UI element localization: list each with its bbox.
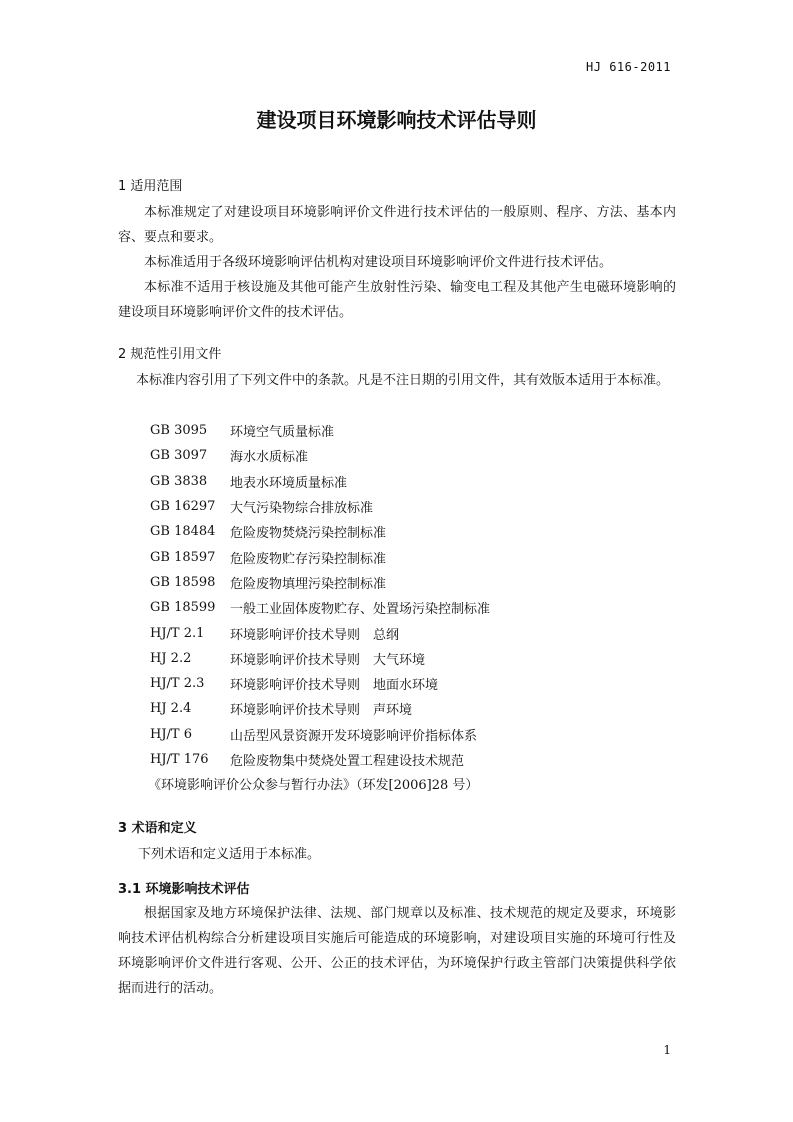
- reference-item: [150, 570, 490, 595]
- section-1-paragraph: 本标准规定了对建设项目环境影响评价文件进行技术评估的一般原则、程序、方法、基本内容、要点和要求。: [118, 205, 676, 245]
- reference-name: 海水水质标准: [230, 450, 309, 466]
- reference-name: 危险废物贮存污染控制标准: [230, 551, 387, 567]
- reference-code: GB 18599: [150, 600, 216, 616]
- reference-item: [150, 646, 490, 671]
- reference-item: [150, 519, 490, 544]
- document-title: 建设项目环境影响技术评估导则: [256, 108, 537, 132]
- reference-code: GB 3095: [150, 423, 208, 439]
- reference-item: [150, 747, 490, 772]
- reference-item: [150, 696, 490, 721]
- reference-list: [150, 418, 490, 772]
- reference-name: 环境影响评价技术导则 大气环境: [230, 652, 426, 668]
- reference-item: [150, 722, 490, 747]
- standard-code: HJ 616-2011: [586, 60, 671, 74]
- reference-code: HJ/T 2.1: [150, 625, 205, 641]
- reference-code: GB 16297: [150, 499, 216, 515]
- reference-item-notice: 《环境影响评价公众参与暂行办法》（环发[2006]28 号）: [148, 778, 479, 793]
- reference-code: GB 18598: [150, 574, 216, 590]
- reference-code: HJ/T 2.3: [150, 676, 205, 692]
- reference-code: GB 18484: [150, 524, 216, 540]
- reference-item: [150, 595, 490, 620]
- reference-item: [150, 469, 490, 494]
- reference-code: HJ/T 176: [150, 752, 209, 767]
- reference-name: 环境影响评价技术导则 总纲: [230, 627, 400, 643]
- reference-name: 危险废物焚烧污染控制标准: [230, 526, 387, 542]
- section-3-1-heading: 3.1 环境影响技术评估: [118, 882, 250, 897]
- reference-code: HJ 2.2: [150, 650, 192, 666]
- reference-name: 地表水环境质量标准: [230, 475, 348, 491]
- section-3-heading: 3 术语和定义: [118, 821, 197, 836]
- reference-name: 环境空气质量标准: [230, 425, 335, 441]
- reference-name: 危险废物填埋污染控制标准: [230, 576, 387, 592]
- reference-name: 大气污染物综合排放标准: [230, 501, 374, 517]
- reference-item: [150, 494, 490, 519]
- reference-name: 环境影响评价技术导则 地面水环境: [230, 678, 439, 694]
- reference-code: HJ/T 6: [150, 726, 193, 742]
- section-3-intro: 下列术语和定义适用于本标准。: [138, 847, 321, 862]
- section-2-intro: 本标准内容引用了下列文件中的条款。凡是不注日期的引用文件，其有效版本适用于本标准。: [136, 373, 670, 388]
- reference-name: 山岳型风景资源开发环境影响评价指标体系: [230, 728, 478, 744]
- reference-name: 危险废物集中焚烧处置工程建设技术规范: [230, 754, 465, 769]
- reference-item: [150, 418, 490, 443]
- reference-item: [150, 443, 490, 468]
- section-1-heading: 1 适用范围: [118, 179, 183, 194]
- reference-code: GB 3838: [150, 473, 208, 489]
- reference-name: 环境影响评价技术导则 声环境: [230, 703, 413, 719]
- reference-name: 一般工业固体废物贮存、处置场污染控制标准: [230, 602, 491, 618]
- reference-item: [150, 544, 490, 569]
- reference-item: [150, 671, 490, 696]
- reference-code: GB 18597: [150, 549, 216, 565]
- section-2-heading: 2 规范性引用文件: [118, 347, 222, 362]
- reference-code: HJ 2.4: [150, 701, 192, 717]
- reference-code: GB 3097: [150, 448, 208, 464]
- page-number: 1: [663, 1043, 671, 1057]
- section-1-paragraph: 本标准适用于各级环境影响评估机构对建设项目环境影响评价文件进行技术评估。: [144, 255, 613, 270]
- reference-item: [150, 620, 490, 645]
- section-1-paragraph: 本标准不适用于核设施及其他可能产生放射性污染、输变电工程及其他产生电磁环境影响的建设项目环境影响评价文件的技术评估。: [118, 280, 676, 320]
- section-3-1-definition: 根据国家及地方环境保护法律、法规、部门规章以及标准、技术规范的规定及要求，环境影响技术评估机构综合分析建设项目实施后可能造成的环境影响，对建设项目实施的环境可行性及环境影响评价文件进行客观、公开、公正的技术评估，为环境保护行政主管部门决策提供科学依据而进行的活动。: [118, 906, 676, 996]
